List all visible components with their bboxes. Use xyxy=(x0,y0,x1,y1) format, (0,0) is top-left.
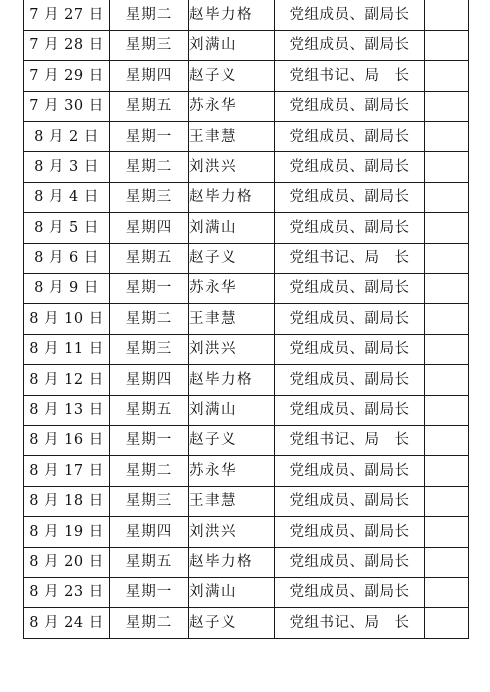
note-cell xyxy=(425,456,469,486)
table-row xyxy=(24,30,469,60)
table-row xyxy=(24,61,469,91)
date-cell: 8 月 20 日 xyxy=(24,547,110,577)
name-cell: 刘满山 xyxy=(189,213,275,243)
name-cell: 赵毕力格 xyxy=(189,365,275,395)
role-cell: 党组成员、副局长 xyxy=(275,456,425,486)
table-row xyxy=(24,577,469,607)
weekday-cell: 星期五 xyxy=(110,91,189,121)
table-row xyxy=(24,334,469,364)
name-cell: 王聿慧 xyxy=(189,122,275,152)
note-cell xyxy=(425,91,469,121)
name-cell: 赵毕力格 xyxy=(189,0,275,30)
date-cell: 8 月 10 日 xyxy=(24,304,110,334)
table-row xyxy=(24,243,469,273)
name-cell: 刘洪兴 xyxy=(189,517,275,547)
note-cell xyxy=(425,547,469,577)
note-cell xyxy=(425,577,469,607)
name-cell: 刘满山 xyxy=(189,577,275,607)
weekday-cell: 星期一 xyxy=(110,577,189,607)
date-cell: 8 月 9 日 xyxy=(24,274,110,304)
name-cell: 苏永华 xyxy=(189,456,275,486)
note-cell xyxy=(425,122,469,152)
name-cell: 赵子义 xyxy=(189,243,275,273)
date-cell: 8 月 18 日 xyxy=(24,486,110,516)
role-cell: 党组书记、局 长 xyxy=(275,243,425,273)
name-cell: 刘洪兴 xyxy=(189,152,275,182)
weekday-cell: 星期四 xyxy=(110,517,189,547)
date-cell: 8 月 2 日 xyxy=(24,122,110,152)
weekday-cell: 星期二 xyxy=(110,608,189,638)
role-cell: 党组成员、副局长 xyxy=(275,91,425,121)
weekday-cell: 星期五 xyxy=(110,243,189,273)
table-row xyxy=(24,547,469,577)
name-cell: 刘满山 xyxy=(189,395,275,425)
note-cell xyxy=(425,182,469,212)
date-cell: 7 月 29 日 xyxy=(24,61,110,91)
note-cell xyxy=(425,274,469,304)
note-cell xyxy=(425,334,469,364)
name-cell: 刘洪兴 xyxy=(189,334,275,364)
weekday-cell: 星期一 xyxy=(110,425,189,455)
weekday-cell: 星期五 xyxy=(110,547,189,577)
weekday-cell: 星期五 xyxy=(110,395,189,425)
date-cell: 8 月 4 日 xyxy=(24,182,110,212)
date-cell: 8 月 5 日 xyxy=(24,213,110,243)
weekday-cell: 星期二 xyxy=(110,456,189,486)
role-cell: 党组成员、副局长 xyxy=(275,213,425,243)
weekday-cell: 星期二 xyxy=(110,304,189,334)
weekday-cell: 星期一 xyxy=(110,122,189,152)
name-cell: 赵毕力格 xyxy=(189,182,275,212)
role-cell: 党组书记、局 长 xyxy=(275,425,425,455)
duty-schedule-page xyxy=(23,0,468,639)
name-cell: 赵子义 xyxy=(189,61,275,91)
name-cell: 王聿慧 xyxy=(189,486,275,516)
date-cell: 7 月 28 日 xyxy=(24,30,110,60)
weekday-cell: 星期二 xyxy=(110,152,189,182)
date-cell: 8 月 16 日 xyxy=(24,425,110,455)
table-row xyxy=(24,517,469,547)
table-row xyxy=(24,304,469,334)
date-cell: 7 月 27 日 xyxy=(24,0,110,30)
note-cell xyxy=(425,425,469,455)
weekday-cell: 星期四 xyxy=(110,61,189,91)
table-row xyxy=(24,608,469,638)
role-cell: 党组成员、副局长 xyxy=(275,122,425,152)
table-row xyxy=(24,365,469,395)
note-cell xyxy=(425,152,469,182)
table-row xyxy=(24,486,469,516)
role-cell: 党组成员、副局长 xyxy=(275,577,425,607)
table-row xyxy=(24,274,469,304)
table-row xyxy=(24,91,469,121)
date-cell: 8 月 23 日 xyxy=(24,577,110,607)
weekday-cell: 星期三 xyxy=(110,486,189,516)
note-cell xyxy=(425,30,469,60)
role-cell: 党组成员、副局长 xyxy=(275,547,425,577)
role-cell: 党组成员、副局长 xyxy=(275,30,425,60)
name-cell: 苏永华 xyxy=(189,274,275,304)
table-row xyxy=(24,122,469,152)
note-cell xyxy=(425,517,469,547)
note-cell xyxy=(425,365,469,395)
role-cell: 党组成员、副局长 xyxy=(275,0,425,30)
date-cell: 8 月 11 日 xyxy=(24,334,110,364)
note-cell xyxy=(425,61,469,91)
date-cell: 8 月 13 日 xyxy=(24,395,110,425)
role-cell: 党组成员、副局长 xyxy=(275,274,425,304)
role-cell: 党组成员、副局长 xyxy=(275,517,425,547)
role-cell: 党组成员、副局长 xyxy=(275,152,425,182)
note-cell xyxy=(425,243,469,273)
weekday-cell: 星期三 xyxy=(110,334,189,364)
name-cell: 王聿慧 xyxy=(189,304,275,334)
note-cell xyxy=(425,608,469,638)
duty-schedule-body xyxy=(24,0,469,638)
date-cell: 7 月 30 日 xyxy=(24,91,110,121)
note-cell xyxy=(425,0,469,30)
date-cell: 8 月 17 日 xyxy=(24,456,110,486)
date-cell: 8 月 24 日 xyxy=(24,608,110,638)
weekday-cell: 星期四 xyxy=(110,213,189,243)
weekday-cell: 星期二 xyxy=(110,0,189,30)
note-cell xyxy=(425,304,469,334)
table-row xyxy=(24,456,469,486)
role-cell: 党组书记、局 长 xyxy=(275,61,425,91)
note-cell xyxy=(425,395,469,425)
table-row xyxy=(24,425,469,455)
weekday-cell: 星期三 xyxy=(110,182,189,212)
note-cell xyxy=(425,213,469,243)
weekday-cell: 星期三 xyxy=(110,30,189,60)
table-row xyxy=(24,0,469,30)
date-cell: 8 月 6 日 xyxy=(24,243,110,273)
role-cell: 党组成员、副局长 xyxy=(275,182,425,212)
role-cell: 党组书记、局 长 xyxy=(275,608,425,638)
table-row xyxy=(24,213,469,243)
role-cell: 党组成员、副局长 xyxy=(275,304,425,334)
role-cell: 党组成员、副局长 xyxy=(275,395,425,425)
date-cell: 8 月 3 日 xyxy=(24,152,110,182)
duty-schedule-table xyxy=(23,0,469,639)
name-cell: 赵子义 xyxy=(189,608,275,638)
name-cell: 苏永华 xyxy=(189,91,275,121)
role-cell: 党组成员、副局长 xyxy=(275,486,425,516)
weekday-cell: 星期四 xyxy=(110,365,189,395)
name-cell: 刘满山 xyxy=(189,30,275,60)
date-cell: 8 月 12 日 xyxy=(24,365,110,395)
date-cell: 8 月 19 日 xyxy=(24,517,110,547)
table-row xyxy=(24,395,469,425)
role-cell: 党组成员、副局长 xyxy=(275,334,425,364)
table-row xyxy=(24,152,469,182)
note-cell xyxy=(425,486,469,516)
role-cell: 党组成员、副局长 xyxy=(275,365,425,395)
name-cell: 赵子义 xyxy=(189,425,275,455)
weekday-cell: 星期一 xyxy=(110,274,189,304)
name-cell: 赵毕力格 xyxy=(189,547,275,577)
table-row xyxy=(24,182,469,212)
